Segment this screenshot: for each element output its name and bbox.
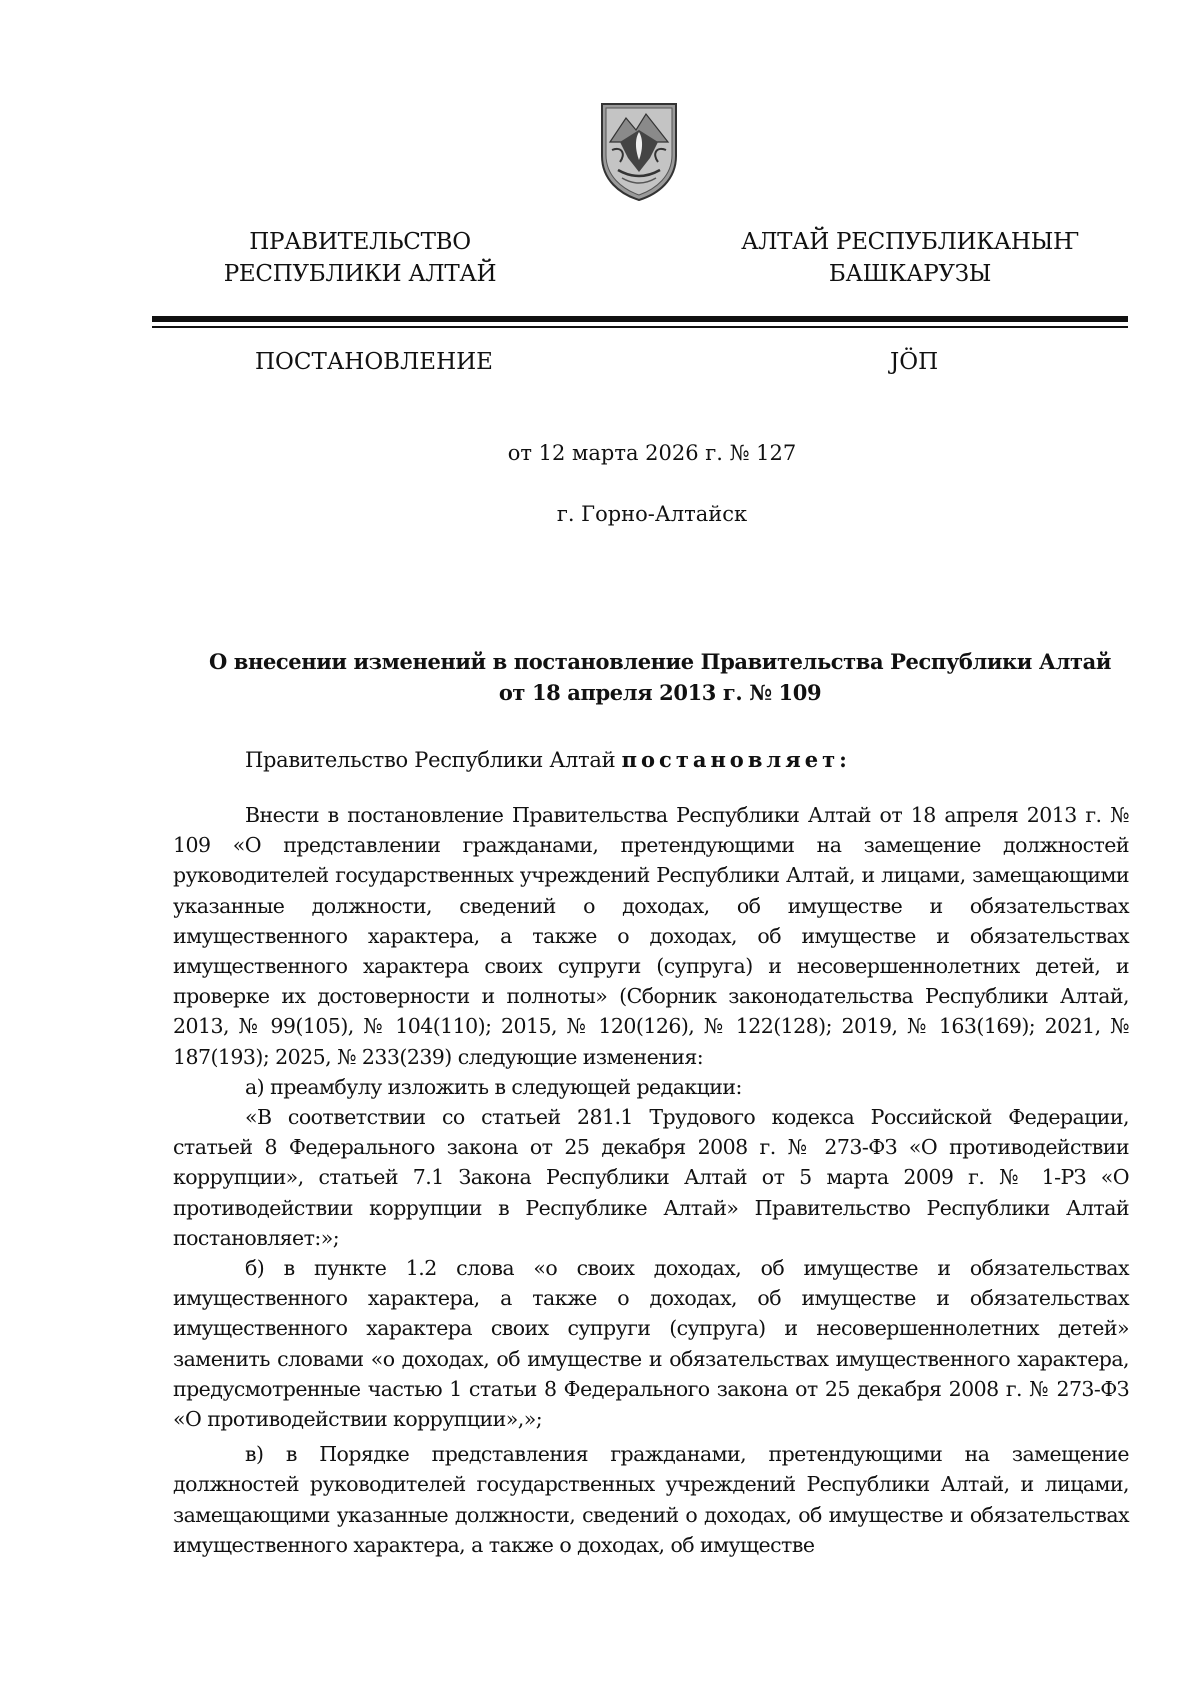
- document-body: [173, 800, 1129, 1560]
- header-divider-thick: [152, 316, 1128, 322]
- header-right: [720, 226, 1100, 290]
- body-paragraph-5: в) в Порядке представления гражданами, претендующими на замещение должностей руководителей государственных учреждений Республики Алтай, и лицами, замещающими указанные должности, сведений о доходах, об имуществе и обязательствах имущественного характера, а также о доходах, об имуществе: [173, 1442, 1129, 1557]
- body-paragraph-3: «В соответствии со статьей 281.1 Трудового кодекса Российской Федерации, статьей 8 Федерального закона от 25 декабря 2008 г. № 273-ФЗ «О противодействии коррупции», статьей 7.1 Закона Республики Алтай от 5 марта 2009 г. № 1-РЗ «О противодействии коррупции в Республике Алтай» Правительство Республики Алтай постановляет:»;: [173, 1105, 1129, 1250]
- title-line2: от 18 апреля 2013 г. № 109: [498, 680, 822, 705]
- header-right-line2: БАШКАРУЗЫ: [828, 261, 992, 287]
- title-line1: О внесении изменений в постановление Правительства Республики Алтай: [208, 649, 1112, 674]
- intro-subject: Правительство Республики Алтай: [245, 748, 616, 772]
- document-city: г. Горно-Алтайск: [556, 502, 748, 526]
- header-left: [210, 226, 510, 290]
- header-divider-thin: [152, 326, 1128, 328]
- body-paragraph-2: а) преамбулу изложить в следующей редакции:: [245, 1074, 742, 1099]
- doc-type-left: ПОСТАНОВЛЕНИЕ: [255, 349, 493, 375]
- header-left-line1: ПРАВИТЕЛЬСТВО: [249, 229, 471, 255]
- intro-line: [245, 745, 851, 775]
- doc-type-right: ЈӦП: [890, 349, 939, 375]
- body-paragraph-1: Внести в постановление Правительства Республики Алтай от 18 апреля 2013 г. № 109 «О представлении гражданами, претендующими на замещение должностей руководителей государственных учреждений Республики Алтай, и лицами, замещающими указанные должности, сведений о доходах, об имуществе и обязательствах имущественного характера, а также о доходах, об имуществе и обязательствах имущественного характера своих супруги (супруга) и несовершеннолетних детей, и проверке их достоверности и полноты» (Сборник законодательства Республики Алтай, 2013, № 99(105), № 104(110); 2015, № 120(126), № 122(128); 2019, № 163(169); 2021, № 187(193); 2025, № 233(239) следующие изменения:: [173, 803, 1129, 1069]
- document-title: [200, 646, 1120, 708]
- header-left-line2: РЕСПУБЛИКИ АЛТАЙ: [223, 261, 497, 287]
- coat-of-arms-emblem: [596, 98, 682, 202]
- header-right-line1: АЛТАЙ РЕСПУБЛИКАНЫҤ: [741, 229, 1079, 255]
- body-paragraph-4: б) в пункте 1.2 слова «о своих доходах, об имуществе и обязательствах имущественного характера, а также о доходах, об имуществе и обязательствах имущественного характера своих супруги (супруга) и несовершеннолетних детей» заменить словами «о доходах, об имуществе и обязательствах имущественного характера, предусмотренные частью 1 статьи 8 Федерального закона от 25 декабря 2008 г. № 273-ФЗ «О противодействии коррупции»,»;: [173, 1256, 1129, 1432]
- document-date: от 12 марта 2026 г. № 127: [507, 441, 797, 465]
- intro-verb: постановляет:: [621, 747, 851, 772]
